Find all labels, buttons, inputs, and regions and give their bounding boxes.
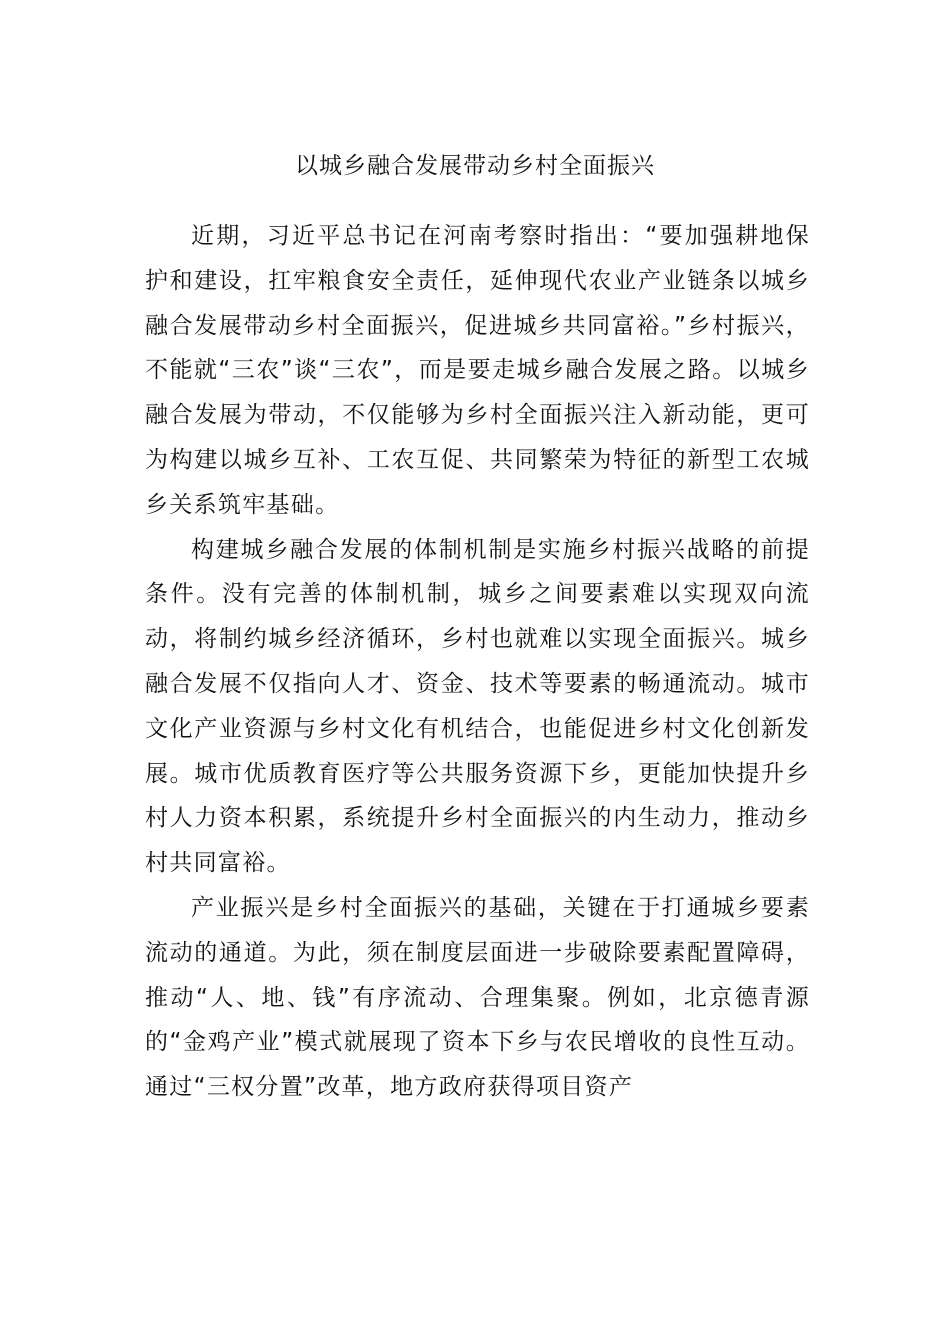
paragraph-3: 产业振兴是乡村全面振兴的基础，关键在于打通城乡要素流动的通道。为此，须在制度层面进一步破除要素配置障碍，推动“人、地、钱”有序流动、合理集聚。例如，北京德青源的“金鸡产业”模式就展现了资本下乡与农民增收的良性互动。通过“三权分置”改革，地方政府获得项目资产 [145,894,810,1101]
paragraph-2: 构建城乡融合发展的体制机制是实施乡村振兴战略的前提条件。没有完善的体制机制，城乡之间要素难以实现双向流动，将制约城乡经济循环，乡村也就难以实现全面振兴。城乡融合发展不仅指向人才、资金、技术等要素的畅通流动。城市文化产业资源与乡村文化有机结合，也能促进乡村文化创新发展。城市优质教育医疗等公共服务资源下乡，更能加快提升乡村人力资本积累，系统提升乡村全面振兴的内生动力，推动乡村共同富裕。 [145,536,810,877]
paragraph-1: 近期，习近平总书记在河南考察时指出：“要加强耕地保护和建设，扛牢粮食安全责任，延伸现代农业产业链条以城乡融合发展带动乡村全面振兴，促进城乡共同富裕。”乡村振兴，不能就“三农”谈“三农”，而是要走城乡融合发展之路。以城乡融合发展为带动，不仅能够为乡村全面振兴注入新动能，更可为构建以城乡互补、工农互促、共同繁荣为特征的新型工农城乡关系筑牢基础。 [145,223,810,518]
document-title: 以城乡融合发展带动乡村全面振兴 [295,153,655,179]
document-body [145,214,810,1110]
